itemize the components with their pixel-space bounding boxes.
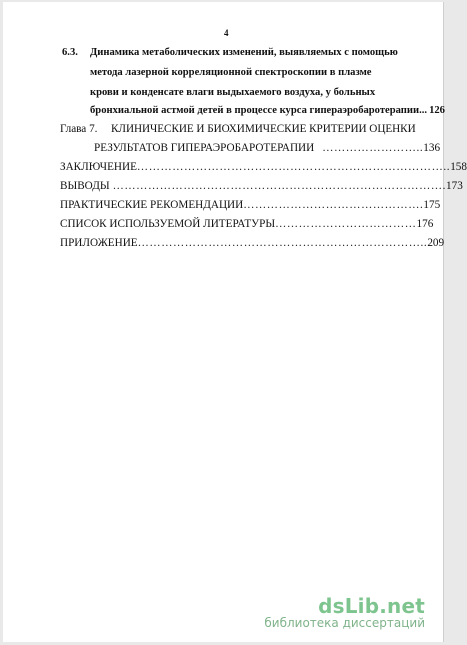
toc-ch7-title-line-2 <box>94 142 441 155</box>
toc-6-3-title-end: бронхиальной астмой детей в процессе курса гипераэробаротерапии <box>90 105 420 116</box>
toc-item-page: 176 <box>416 218 434 230</box>
toc-item-dots: ………………………………………. <box>243 199 424 211</box>
toc-item-dots: ……………………………………………………………….. <box>137 237 428 249</box>
toc-item-dots: …………………………………………………………………….. <box>136 161 451 173</box>
document-page <box>3 2 467 642</box>
toc-item <box>60 237 445 250</box>
toc-ch7-title-line-1: КЛИНИЧЕСКИЕ И БИОХИМИЧЕСКИЕ КРИТЕРИИ ОЦЕНКИ <box>111 123 416 135</box>
toc-ch7-title-end: РЕЗУЛЬТАТОВ ГИПЕРАЭРОБАРОТЕРАПИИ <box>94 142 315 154</box>
toc-ch7-page: 136 <box>423 142 441 154</box>
toc-item-page: 158 <box>450 161 467 173</box>
toc-item-dots: …………………………………………………………………………. <box>112 180 447 192</box>
toc-6-3-dots: ... <box>419 105 428 116</box>
toc-6-3-line-4 <box>90 104 445 117</box>
toc-ch7-label: Глава 7. <box>60 123 98 135</box>
toc-item-dots: ……………………………… <box>275 218 417 230</box>
watermark <box>264 594 425 630</box>
toc-item <box>60 218 434 231</box>
toc-6-3-line-3: крови и конденсате влаги выдыхаемого воздуха, у больных <box>90 87 376 98</box>
toc-item-title: ПРАКТИЧЕСКИЕ РЕКОМЕНДАЦИИ <box>60 199 244 211</box>
toc-item-title: ЗАКЛЮЧЕНИЕ <box>60 161 137 173</box>
toc-item-page: 173 <box>446 180 463 192</box>
toc-item <box>60 180 463 193</box>
toc-item-page: 209 <box>427 237 445 249</box>
watermark-logo: dsLib.net <box>318 594 425 618</box>
toc-item-title: ВЫВОДЫ <box>60 180 110 192</box>
toc-item <box>60 161 467 174</box>
toc-6-3-page: 126 <box>429 105 445 116</box>
toc-ch7-dots: …………………….. <box>322 142 424 154</box>
toc-item-title: ПРИЛОЖЕНИЕ <box>60 237 138 249</box>
toc-item-page: 175 <box>423 199 441 211</box>
watermark-subtitle: библиотека диссертаций <box>264 616 425 630</box>
toc-item <box>60 199 441 212</box>
toc-6-3-number: 6.3. <box>62 47 78 58</box>
toc-item-title: СПИСОК ИСПОЛЬЗУЕМОЙ ЛИТЕРАТУРЫ <box>60 218 276 230</box>
toc-6-3-line-1: Динамика метаболических изменений, выявляемых с помощью <box>90 47 398 58</box>
page-number: 4 <box>224 28 229 38</box>
toc-6-3-line-2: метода лазерной корреляционной спектроскопии в плазме <box>90 67 372 78</box>
